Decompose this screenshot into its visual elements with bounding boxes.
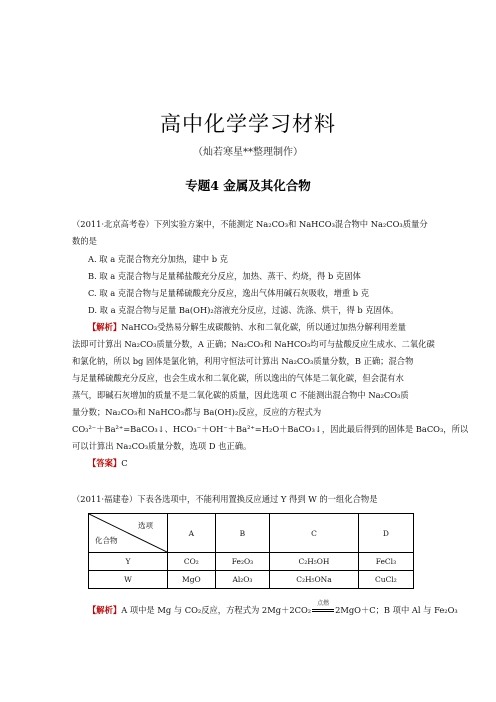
q1-analysis-line-3: 和氯化钠，所以 bg 固体是氯化钠，利用守恒法可计算出 Na₂CO₃质量分数，B 正确；混合物: [72, 356, 414, 366]
q1-stem-line-2: 数的是: [72, 236, 97, 246]
q1-analysis-text: NaHCO₃受热易分解生成碳酸钠、水和二氧化碳，所以通过加热分解利用差量: [121, 322, 407, 332]
q2-stem: （2011·福建卷）下表各选项中，不能利用置换反应通过 Y 得到 W 的一组化合物是: [72, 494, 378, 504]
table-cell: C₂H₅ONa: [270, 571, 359, 589]
table-header-cell: A: [168, 514, 216, 553]
table-cell: CuCl₂: [358, 571, 413, 589]
q1-analysis-line-5: 蒸气，即碱石灰增加的质量不是二氧化碳的质量，因此选项 C 不能测出混合物中 Na₂CO₃质: [72, 390, 409, 400]
table-header-row: [89, 514, 414, 553]
table-cell: MgO: [168, 571, 216, 589]
q1-option-c: C. 取 a 克混合物与足量稀硫酸充分反应，逸出气体用碱石灰吸收，增重 b 克: [88, 288, 370, 298]
table-cell: Fe₂O₃: [215, 553, 269, 571]
table-row-label: Y: [89, 553, 168, 571]
q1-option-b: B. 取 a 克混合物与足量稀盐酸充分反应，加热、蒸干、灼烧，得 b 克固体: [88, 271, 361, 281]
q1-answer-value: C: [121, 458, 128, 468]
q2-analysis-text-b: 2MgO＋C；B 项中 Al 与 Fe₂O₃: [335, 605, 458, 615]
q1-analysis-line-6: 量分数；Na₂CO₃和 NaHCO₃都与 Ba(OH)₂反应，反应的方程式为: [72, 407, 322, 417]
q1-stem-line-1: （2011·北京高考卷）下列实验方案中，不能测定 Na₂CO₃和 NaHCO₃混合物中 Na₂CO₃质量分: [72, 219, 428, 229]
q2-analysis-line-1: [88, 600, 458, 616]
table-cell: CO₂: [168, 553, 216, 571]
q1-analysis-line-1: [88, 322, 406, 333]
q1-analysis-line-2: 法即可计算出 Na₂CO₃质量分数，A 正确；Na₂CO₃和 NaHCO₃均可与盐酸反应生成水、二氧化碳: [72, 339, 435, 349]
table-header-cell: C: [270, 514, 359, 553]
table-header-cell: D: [358, 514, 413, 553]
q1-analysis-line-7: CO₃²⁻＋Ba²⁺=BaCO₃↓、HCO₃⁻＋OH⁻＋Ba²⁺=H₂O＋BaCO₃↓，因此最后得到的固体是 BaCO₃，所以: [72, 424, 469, 434]
table-header-cell: B: [215, 514, 269, 553]
document-subtitle: （灿若寒星**整理制作）: [193, 147, 303, 158]
q1-analysis-line-4: 与足量稀硫酸充分反应，也会生成水和二氧化碳，所以逸出的气体是二氧化碳，但会混有水: [72, 373, 404, 383]
corner-label-options: 选项: [138, 521, 153, 530]
table-cell: C₂H₅OH: [270, 553, 359, 571]
q1-option-d: D. 取 a 克混合物与足量 Ba(OH)₂溶液充分反应，过滤、洗涤、烘干，得 b 克固体。: [88, 305, 399, 315]
chapter-heading: 专题4 金属及其化合物: [185, 178, 311, 193]
q2-analysis-text-a: A 项中是 Mg 与 CO₂反应，方程式为 2Mg＋2CO₂: [121, 605, 312, 615]
table-cell: FeCl₃: [358, 553, 413, 571]
diagonal-divider: [89, 514, 167, 552]
table-cell: Al₂O₃: [215, 571, 269, 589]
reaction-arrow: [311, 600, 335, 616]
options-table: [88, 513, 414, 589]
table-row: [89, 553, 414, 571]
table-corner-cell: [89, 514, 168, 553]
q1-option-a: A. 取 a 克混合物充分加热，建中 b 克: [88, 254, 228, 264]
q1-answer-tag: 【答案】: [88, 458, 122, 468]
q1-analysis-line-8: 可以计算出 Na₂CO₃质量分数，选项 D 也正确。: [72, 441, 252, 451]
q2-analysis-tag: 【解析】: [88, 605, 122, 615]
equals-sign: [312, 609, 334, 612]
corner-label-compound: 化合物: [95, 536, 118, 545]
table-row-label: W: [89, 571, 168, 589]
document-title: 高中化学学习材料: [160, 112, 336, 136]
table-row: [89, 571, 414, 589]
q1-analysis-tag: 【解析】: [88, 322, 122, 332]
q1-answer: [88, 458, 128, 469]
reaction-condition: 点燃: [317, 600, 330, 607]
